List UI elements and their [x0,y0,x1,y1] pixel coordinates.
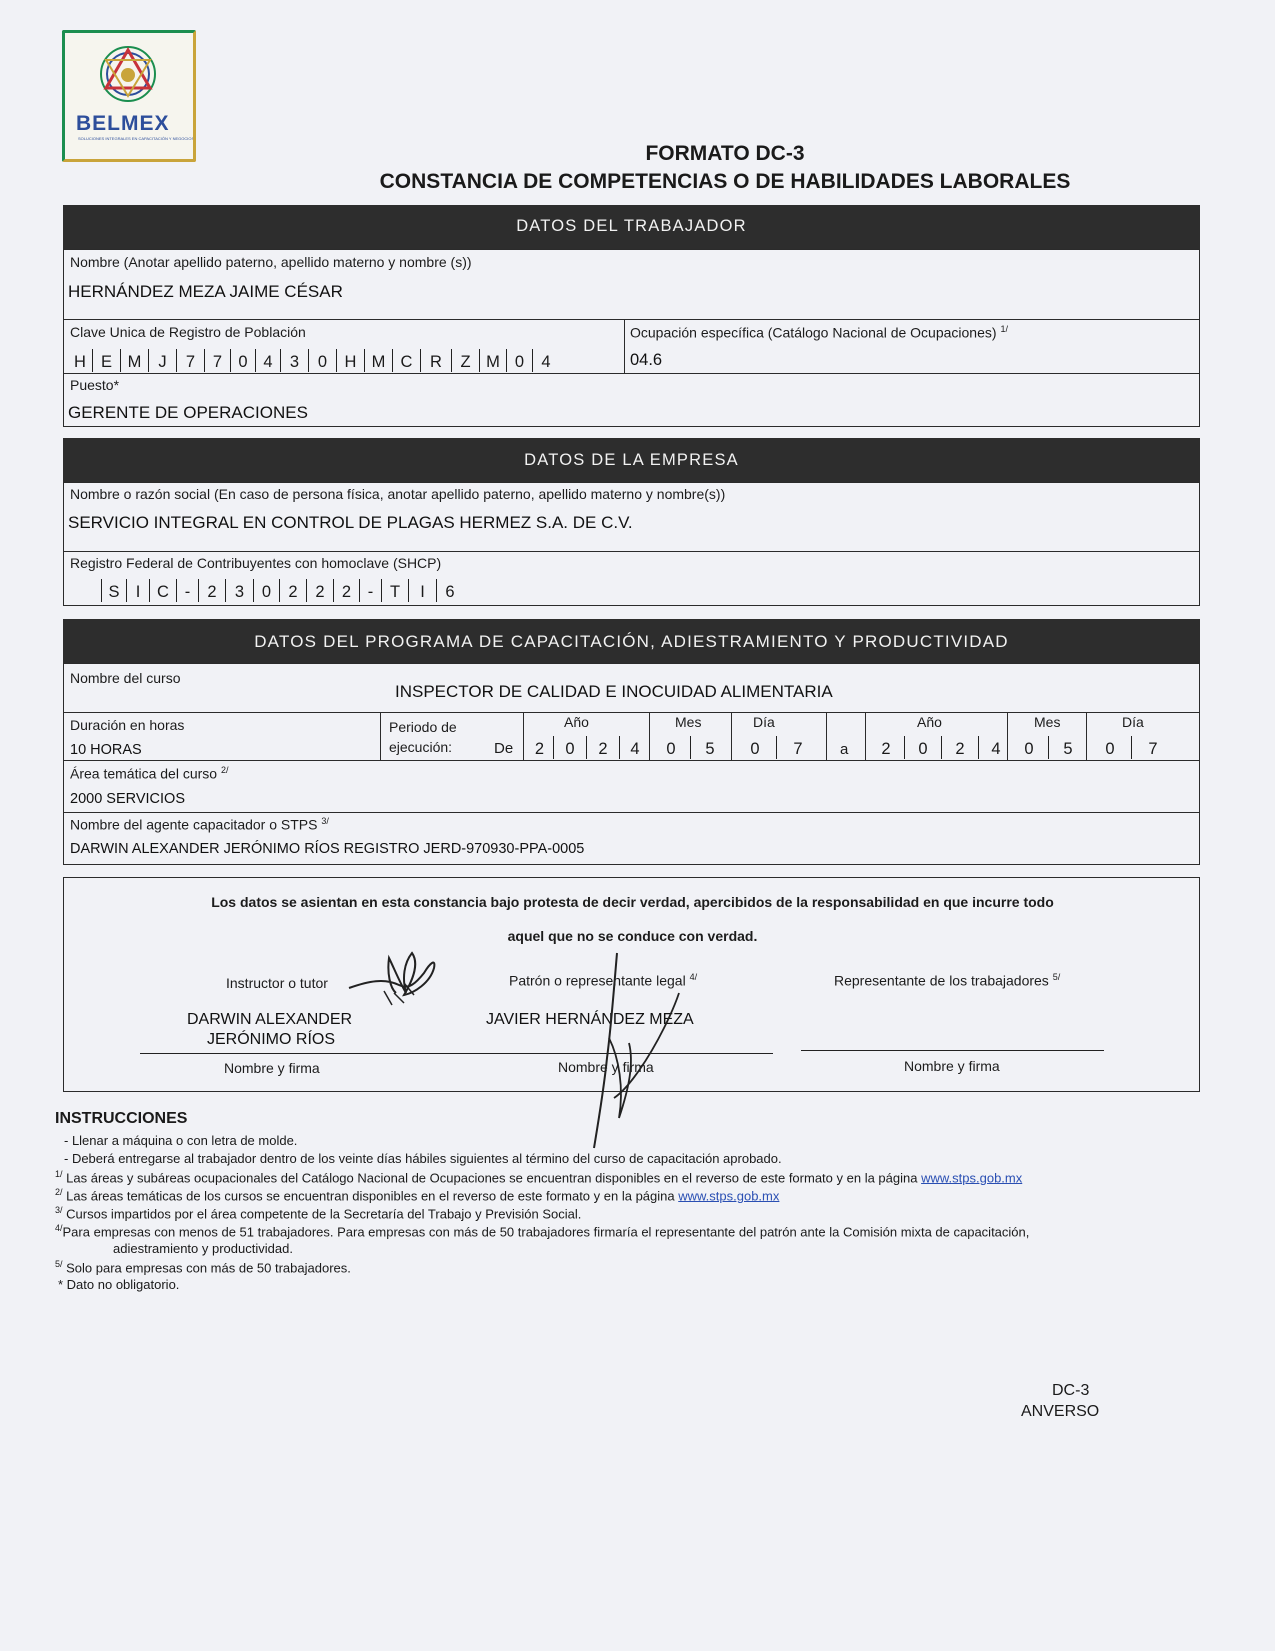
curp-chars-char: M [479,349,506,372]
agent-label: Nombre del agente capacitador o STPS $^{3/}$ [70,816,329,833]
instructor-label: Instructor o tutor [226,975,328,991]
form-title: FORMATO DC-3 [645,142,805,165]
end-month-char: 0 [1024,740,1034,758]
start-month-digits [652,736,729,759]
rfc-characters [101,579,463,602]
end-year-char: 0 [904,736,941,759]
end-year-digits [868,736,1013,759]
rfc-chars-char: T [381,579,408,602]
instruction-4: $^{2/}$ Las áreas temáticas de los cursos se encuentran disponibles en el reverso de este formato y en la página www.stps.gob.mx [55,1187,780,1204]
statement-line-1: Los datos se asientan en esta constancia bajo protesta de decir verdad, apercibidos de la responsabilidad en que incurre todo [211,894,1054,910]
curp-characters [68,349,559,372]
rfc-chars-char: 2 [279,579,306,602]
start-year-digits [526,736,650,759]
instruction-7: $^{5/}$ Solo para empresas con más de 50 trabajadores. [55,1259,351,1276]
program-section-header: DATOS DEL PROGRAMA DE CAPACITACIÓN, ADIESTRAMIENTO Y PRODUCTIVIDAD [63,619,1200,664]
curp-chars-char: 7 [204,349,230,372]
area-label: Área temática del curso $^{2/}$ [70,765,229,782]
curp-chars-char: E [92,349,120,372]
program-section [63,663,1200,865]
curp-chars-char: 7 [176,349,204,372]
logo-brand: BELMEX [76,112,170,135]
statement-line-2: aquel que no se conduce con verdad. [507,928,758,944]
end-year-char: 2 [941,736,978,759]
curp-chars-char: J [148,349,176,372]
position-value: GERENTE DE OPERACIONES [68,403,308,422]
start-month-char: 0 [666,740,676,758]
start-day-label: Día [753,714,775,730]
worker-name-label: Nombre (Anotar apellido paterno, apellido materno y nombre (s)) [70,254,472,270]
area-value: 2000 SERVICIOS [70,791,185,807]
form-subtitle: CONSTANCIA DE COMPETENCIAS O DE HABILIDADES LABORALES [379,170,1071,193]
instructor-name-line-1: DARWIN ALEXANDER [187,1011,353,1028]
stps-link-2[interactable]: www.stps.gob.mx [678,1188,780,1204]
end-day-char: 7 [1131,736,1174,759]
duration-value: 10 HORAS [70,742,142,758]
workers-rep-label: Representante de los trabajadores $^{5/}$ [834,972,1061,989]
instruction-1: - Llenar a máquina o con letra de molde. [64,1133,298,1148]
from-label: De [494,740,514,757]
curp-chars-char: R [420,349,451,372]
rfc-chars-char: 6 [436,579,463,602]
curp-label: Clave Unica de Registro de Población [70,324,306,340]
start-month-label: Mes [675,714,702,730]
duration-label: Duración en horas [70,717,185,733]
end-year-char: 2 [881,740,891,758]
rfc-chars-char: 3 [225,579,253,602]
rfc-chars-char: I [126,579,149,602]
end-year-label: Año [917,714,942,730]
curp-chars-char: 0 [230,349,255,372]
worker-section-header: DATOS DEL TRABAJADOR [63,205,1200,250]
curp-chars-char: H [74,353,86,371]
curp-chars-char: Z [451,349,479,372]
workers-sign-caption: Nombre y firma [904,1058,1000,1074]
start-month-char: 5 [690,736,729,759]
instruction-6-cont: adiestramiento y productividad. [113,1241,293,1256]
course-label: Nombre del curso [70,670,181,686]
rfc-chars-char: I [408,579,436,602]
curp-chars-char: M [364,349,392,372]
instruction-6: $^{4/}$Para empresas con menos de 51 trabajadores. Para empresas con más de 50 trabajadores firmaría el representante del patrón ante la Comisión mixta de capacitación, [55,1223,1030,1240]
instructor-sign-caption: Nombre y firma [224,1060,320,1076]
agent-value: DARWIN ALEXANDER JERÓNIMO RÍOS REGISTRO JERD-970930-PPA-0005 [70,841,585,857]
curp-chars-char: M [120,349,148,372]
start-year-label: Año [564,714,589,730]
instruction-5: $^{3/}$ Cursos impartidos por el área competente de la Secretaría del Trabajo y Previsión Social. [55,1205,582,1222]
curp-chars-char: 0 [506,349,532,372]
company-name-label: Nombre o razón social (En caso de persona física, anotar apellido paterno, apellido materno y nombre(s)) [70,486,726,502]
rfc-chars-char: - [359,579,381,602]
start-day-char: 7 [776,736,819,759]
start-day-char: 0 [750,740,760,758]
curp-chars-char: 4 [532,349,559,372]
end-month-char: 5 [1048,736,1087,759]
instructor-name-line-2: JERÓNIMO RÍOS [207,1031,336,1048]
rfc-chars-char: - [176,579,198,602]
curp-chars-char: H [336,349,364,372]
occupation-code: 04.6 [630,351,663,369]
rfc-chars-char: 2 [333,579,359,602]
rfc-chars-char: 0 [253,579,279,602]
course-name: INSPECTOR DE CALIDAD E INOCUIDAD ALIMENTARIA [395,682,833,701]
start-day-digits [734,736,819,759]
rfc-chars-char: C [149,579,176,602]
start-year-char: 2 [534,740,545,758]
rfc-chars-char: S [101,579,126,602]
instruction-8: * Dato no obligatorio. [58,1277,180,1292]
company-section [63,482,1200,606]
position-label: Puesto* [70,377,120,393]
end-day-label: Día [1122,714,1144,730]
to-label: a [840,741,849,758]
curp-chars-char: 4 [255,349,280,372]
curp-chars-char: C [392,349,420,372]
employer-label: Patrón o representante legal $^{4/}$ [509,972,698,989]
rfc-chars-char: 2 [198,579,225,602]
logo-tagline: SOLUCIONES INTEGRALES EN CAPACITACIÓN Y NEGOCIOS [78,136,195,141]
curp-chars-char: 0 [308,349,336,372]
period-label-2: ejecución: [389,739,453,755]
instruction-3: $^{1/}$ Las áreas y subáreas ocupacionales del Catálogo Nacional de Ocupaciones se encuentran disponibles en el reverso de este formato y en la página www.stps.gob.mx [55,1169,1023,1186]
rfc-chars-char: 2 [306,579,333,602]
instructor-signature-icon [344,933,454,1023]
curp-chars-char: 3 [280,349,308,372]
rfc-label: Registro Federal de Contribuyentes con homoclave (SHCP) [70,555,442,571]
end-day-digits [1089,736,1174,759]
period-label-1: Periodo de [389,719,457,735]
end-month-digits [1010,736,1087,759]
worker-section [63,249,1200,427]
start-year-char: 4 [619,736,650,759]
signature-section [63,877,1200,1092]
worker-name: HERNÁNDEZ MEZA JAIME CÉSAR [68,282,343,301]
start-year-char: 2 [586,736,619,759]
employer-sign-caption: Nombre y firma [558,1059,654,1075]
company-name: SERVICIO INTEGRAL EN CONTROL DE PLAGAS HERMEZ S.A. DE C.V. [68,513,633,532]
end-year-char: 4 [978,736,1013,759]
stps-link-1[interactable]: www.stps.gob.mx [921,1170,1023,1186]
end-day-char: 0 [1105,740,1115,758]
start-year-char: 0 [553,736,586,759]
employer-signature-icon [569,948,699,1148]
end-month-label: Mes [1034,714,1061,730]
occupation-label: Ocupación específica (Catálogo Nacional de Ocupaciones) $^{1/}$ [630,324,1008,341]
footer-code: DC-3 [1052,1382,1090,1399]
instructions-title: INSTRUCCIONES [55,1110,188,1127]
company-section-header: DATOS DE LA EMPRESA [63,438,1200,483]
footer-side: ANVERSO [1021,1403,1100,1420]
instruction-2: - Deberá entregarse al trabajador dentro de los veinte días hábiles siguientes al término del curso de capacitación aprobado. [64,1151,782,1166]
employer-name: JAVIER HERNÁNDEZ MEZA [486,1011,694,1028]
